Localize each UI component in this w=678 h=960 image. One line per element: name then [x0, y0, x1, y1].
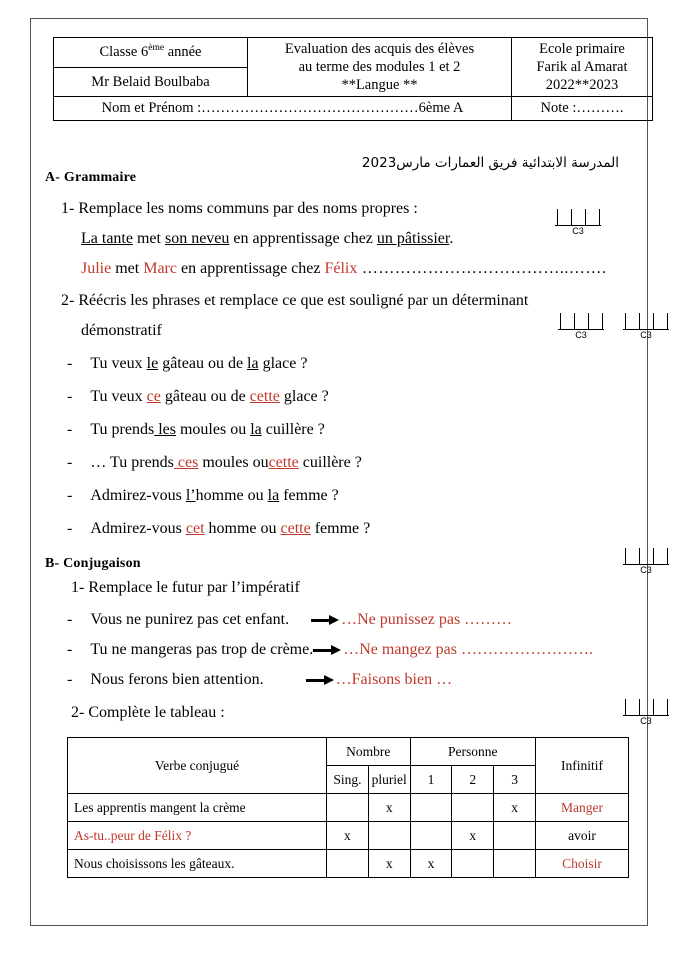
school-line-1: Ecole primaire	[539, 41, 625, 57]
list-item	[67, 421, 325, 439]
item-text: Nous ferons bien attention.	[90, 671, 264, 688]
evaluation-line-1: Evaluation des acquis des élèves	[284, 41, 475, 57]
section-title-conjugation: B- Conjugaison	[45, 556, 141, 571]
answer-part-4: en apprentissage chez	[176, 260, 325, 277]
criteria-mark-4	[623, 548, 669, 575]
grammar-question-2-line1: 2- Réécris les phrases et remplace ce que est souligné par un déterminant	[61, 292, 529, 309]
cell-infinitif[interactable]: avoir	[536, 822, 629, 850]
item-mid: homme ou	[204, 520, 281, 537]
evaluation-cell	[248, 38, 512, 97]
cell-infinitif[interactable]: Choisir	[536, 850, 629, 878]
header-row-1	[54, 38, 653, 68]
exam-sheet	[30, 18, 652, 926]
item-underline-1: les	[154, 421, 176, 438]
item-answer: …Ne mangez pas …………………….	[343, 641, 593, 658]
col-header-personne: Personne	[410, 738, 535, 766]
item-underline-1: cet	[185, 520, 205, 537]
class-cell	[54, 38, 248, 68]
criteria-label: C3	[640, 565, 652, 575]
cell-pluriel[interactable]: x	[368, 794, 410, 822]
table-row	[68, 822, 629, 850]
header-row-3	[54, 97, 653, 120]
item-mid: gâteau ou de	[158, 355, 248, 372]
col-header-verbe: Verbe conjugué	[68, 738, 327, 794]
answer-proper-noun-3: Félix	[324, 260, 358, 277]
item-text: Vous ne punirez pas cet enfant.	[90, 611, 290, 628]
arabic-school-line: المدرسة الابتدائية فريق العمارات مارس2023	[361, 155, 619, 171]
criteria-bars	[623, 548, 669, 565]
grammar-question-1: 1- Remplace les noms communs par des noms propres :	[61, 200, 418, 217]
item-pre: Admirez-vous	[90, 487, 186, 504]
item-post: cuillère ?	[261, 421, 325, 438]
item-pre: Tu prends	[90, 421, 155, 438]
item-dash: -	[67, 520, 73, 537]
sentence-part-6: .	[449, 230, 454, 247]
cell-p1[interactable]	[410, 794, 452, 822]
class-sup: ème	[148, 43, 165, 54]
cell-p1[interactable]: x	[410, 850, 452, 878]
cell-sing[interactable]	[327, 850, 369, 878]
list-item	[67, 355, 307, 373]
answer-dots: ………………………………..…….	[357, 260, 607, 277]
item-mid: gâteau ou de	[160, 388, 250, 405]
cell-p3[interactable]	[494, 850, 536, 878]
table-row	[68, 794, 629, 822]
conjugation-question-1: 1- Remplace le futur par l’impératif	[71, 579, 300, 596]
cell-verbe: As-tu..peur de Félix ?	[68, 822, 327, 850]
criteria-label: C3	[572, 226, 584, 236]
col-header-p3: 3	[494, 766, 536, 794]
item-underline-1: ce	[146, 388, 161, 405]
item-underline-2: cette	[249, 388, 280, 405]
evaluation-line-3: **Langue **	[341, 77, 418, 94]
item-mid: moules ou	[198, 454, 269, 471]
item-dash: -	[67, 421, 73, 438]
cell-pluriel[interactable]: x	[368, 850, 410, 878]
item-text: Tu ne mangeras pas trop de crème.	[90, 641, 314, 658]
criteria-mark-2	[558, 313, 604, 340]
item-dash: -	[67, 388, 73, 405]
col-header-p1: 1	[410, 766, 452, 794]
section-title-grammar: A- Grammaire	[45, 170, 137, 185]
col-header-nombre: Nombre	[327, 738, 411, 766]
grammar-q1-sentence	[81, 230, 453, 248]
conjugation-question-2: 2- Complète le tableau :	[71, 704, 225, 721]
class-text-1: Classe 6	[99, 44, 149, 61]
cell-p2[interactable]: x	[452, 822, 494, 850]
cell-infinitif[interactable]: Manger	[536, 794, 629, 822]
item-pre: Tu veux	[90, 388, 147, 405]
list-item	[67, 388, 329, 406]
item-underline-1: l’	[185, 487, 196, 504]
list-item	[67, 487, 339, 505]
cell-p3[interactable]: x	[494, 794, 536, 822]
arrow-icon	[311, 615, 341, 625]
criteria-mark-1	[555, 209, 601, 236]
evaluation-line-2: au terme des modules 1 et 2	[298, 59, 461, 76]
table-header-row-1	[68, 738, 629, 766]
item-underline-1: ces	[173, 454, 199, 471]
conjugation-table	[67, 737, 629, 878]
item-mid: moules ou	[175, 421, 251, 438]
list-item	[67, 671, 452, 689]
criteria-mark-3	[623, 313, 669, 340]
grammar-q1-answer	[81, 260, 606, 278]
item-pre: … Tu prends	[90, 454, 174, 471]
criteria-label: C3	[640, 716, 652, 726]
conjugation-table-wrapper	[49, 737, 647, 878]
noun-phrase-1: La tante	[81, 230, 133, 247]
criteria-label: C3	[640, 330, 652, 340]
item-dash: -	[67, 671, 73, 688]
answer-proper-noun-2: Marc	[143, 260, 177, 277]
school-line-3: 2022**2023	[545, 77, 619, 94]
arrow-icon	[306, 675, 336, 685]
item-post: glace ?	[279, 388, 329, 405]
criteria-mark-5	[623, 699, 669, 726]
col-header-sing: Sing.	[327, 766, 369, 794]
item-dash: -	[67, 641, 73, 658]
item-post: femme ?	[310, 520, 371, 537]
col-header-pluriel: pluriel	[368, 766, 410, 794]
criteria-bars	[623, 699, 669, 716]
criteria-bars	[555, 209, 601, 226]
cell-verbe: Les apprentis mangent la crème	[68, 794, 327, 822]
item-post: cuillère ?	[298, 454, 362, 471]
item-underline-1: le	[146, 355, 159, 372]
col-header-infinitif: Infinitif	[536, 738, 629, 794]
item-mid: homme ou	[195, 487, 268, 504]
teacher-cell: Mr Belaid Boulbaba	[54, 67, 248, 97]
criteria-bars	[558, 313, 604, 330]
sentence-part-2: met	[132, 230, 165, 247]
col-header-p2: 2	[452, 766, 494, 794]
cell-pluriel[interactable]	[368, 822, 410, 850]
list-item	[67, 454, 362, 472]
item-post: glace ?	[258, 355, 308, 372]
grammar-question-2-line2: démonstratif	[81, 322, 162, 339]
table-row	[68, 850, 629, 878]
class-text-2: année	[164, 44, 202, 61]
criteria-bars	[623, 313, 669, 330]
cell-p2[interactable]	[452, 850, 494, 878]
item-dash: -	[67, 487, 73, 504]
note-field[interactable]: Note :……….	[512, 97, 653, 120]
item-answer: …Ne punissez pas ………	[341, 611, 513, 628]
header-table	[53, 37, 653, 121]
item-dash: -	[67, 355, 73, 372]
noun-phrase-2: son neveu	[164, 230, 230, 247]
item-answer: …Faisons bien …	[335, 671, 453, 688]
criteria-label: C3	[575, 330, 587, 340]
item-pre: Tu veux	[90, 355, 147, 372]
school-line-2: Farik al Amarat	[536, 59, 628, 76]
list-item	[67, 520, 370, 538]
item-underline-2: la	[267, 487, 280, 504]
item-underline-2: la	[247, 355, 259, 372]
noun-phrase-3: un pâtissier	[376, 230, 450, 247]
answer-part-2: met	[111, 260, 144, 277]
item-dash: -	[67, 611, 73, 628]
item-pre: Admirez-vous	[90, 520, 186, 537]
cell-verbe: Nous choisissons les gâteaux.	[68, 850, 327, 878]
cell-sing[interactable]	[327, 794, 369, 822]
item-underline-2: la	[250, 421, 262, 438]
arrow-icon	[313, 645, 343, 655]
cell-p2[interactable]	[452, 794, 494, 822]
sentence-part-4: en apprentissage chez	[229, 230, 377, 247]
answer-proper-noun-1: Julie	[81, 260, 112, 277]
list-item	[67, 611, 512, 629]
cell-p1[interactable]	[410, 822, 452, 850]
cell-sing[interactable]: x	[327, 822, 369, 850]
item-post: femme ?	[279, 487, 339, 504]
item-underline-2: cette	[268, 454, 299, 471]
sheet-inner	[39, 27, 652, 917]
item-dash: -	[67, 454, 73, 471]
student-name-field[interactable]: Nom et Prénom :………………………………………6ème A	[54, 97, 512, 120]
item-underline-2: cette	[280, 520, 311, 537]
cell-p3[interactable]	[494, 822, 536, 850]
list-item	[67, 641, 593, 659]
school-cell	[512, 38, 653, 97]
